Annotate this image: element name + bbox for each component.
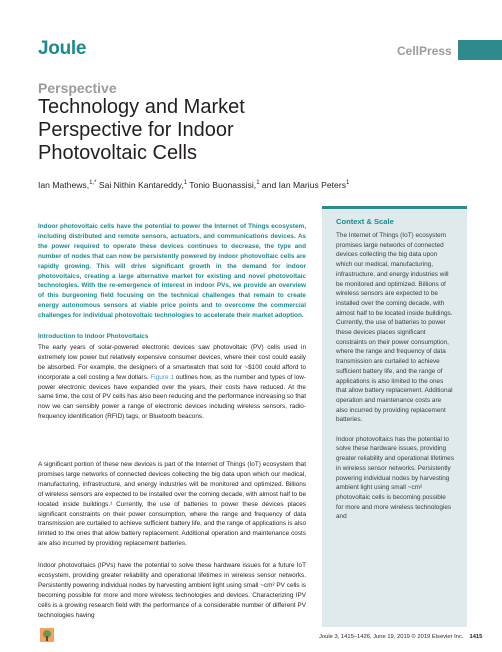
author-affiliation: 1,* [89,180,97,187]
sidebar-paragraph: Indoor photovoltaics has the potential to solve these hardware issues, providing greater reliability and operational lifetimes in wireless sensor networks. Persistently powering individual nodes by harvesting ambient light using small ~cm² photovoltaic cells is becoming possible for more and more wireless technologies and [336,435,454,521]
author-name[interactable]: Ian Mathews, [38,180,90,190]
author-name[interactable]: Sai Nithin Kantareddy, [98,180,184,190]
section-heading: Introduction to Indoor Photovoltaics [38,333,149,340]
abstract: Indoor photovoltaic cells have the potential to power the Internet of Things ecosystem, including distributed and remote sensors, actuators, and communications devices. As the power required to operate these devices continues to decrease, the type and number of nodes that can now be persistently powered by indoor photovoltaic cells are rapidly growing. This will drive significant growth in the demand for indoor photovoltaics, creating a large alternative market for existing and novel photovoltaic technologies. With the re-emergence of interest in indoor PVs, we provide an overview of this burgeoning field focusing on the technical challenges that remain to create energy autonomous sensors at viable price points and to overcome the commercial challenges for individual photovoltaic technologies to accelerate their market adoption. [38,223,306,320]
context-scale-box [322,206,467,627]
article-type: Perspective [38,80,117,96]
publisher-logo [397,44,452,58]
intro-section [38,332,306,422]
author-affiliation: 1 [256,180,260,187]
citation: Joule 3, 1415–1426, June 19, 2019 © 2019 Elsevier Inc. [319,634,464,640]
journal-name: Joule [38,38,87,59]
author-list [38,180,349,190]
body-paragraph: Indoor photovoltaics (IPVs) have the potential to solve these hardware issues for a future IoT ecosystem, providing greater reliability and operational lifetimes in wireless sensor networks. Persistently powering individual nodes by harvesting ambient light using small ~cm² PV cells is becoming possible for more and more wireless technologies and devices. Characterizing IPV cells is a growing research field with the performance of a considerable number of different PV technologies having [38,562,306,619]
header-accent-tab [458,40,502,60]
article-title: Technology and Market Perspective for Indoor Photovoltaic Cells [38,96,245,164]
page-number: 1415 [469,634,483,640]
elsevier-tree-icon [40,628,54,642]
paragraph-text: The early years of solar-powered electronic devices saw photovoltaic (PV) cells used in extremely low power but relatively expensive consumer devices, where their cost could easily be absorbed. For example, the designers of a smartwatch that sold for ~$100 could afford to incorporate a cell costing a few dollars. [38,343,306,381]
figure-link[interactable]: Figure 1 [150,373,174,381]
publisher-suffix: Press [419,44,452,58]
author-affiliation: 1 [183,180,188,187]
author-name[interactable]: Tonio Buonassisi, [189,180,257,190]
paragraph-text: outlines how, as the number and types of low-power electronic devices have expanded over the years, their costs have reduced. At the same time, the cost of PV cells has also been reducing and the performance increasing so that now we can sensibly power a range of electronic devices including wireless sensors, radio-frequency identification (RFID) tags, or Bluetooth beacons. [38,373,307,421]
sidebar-heading: Context & Scale [336,217,394,226]
page-footer [319,634,482,640]
author-name[interactable]: and Ian Marius Peters [261,180,346,190]
sidebar-body [336,231,454,532]
author-affiliation: 1 [346,180,350,187]
publisher-prefix: Cell [397,44,420,58]
body-paragraph: A significant portion of these new devices is part of the Internet of Things (IoT) ecosystem that promises large networks of connected devices collecting the big data upon which our medical, manufacturing, infrastructure, and energy industries will be monitored and optimized. Billions of wireless sensors are expected to be installed over the coming decade, with almost half to be located inside buildings.¹ Currently, the use of batteries to power these devices places significant constraints on their power consumption, where the range and frequency of data transmission are curtailed to achieve sufficient battery life, and the range of applications is also limited to the ones that allow battery replacement. Additional operation and maintenance costs are also incurred by providing replacement batteries. [38,461,306,548]
sidebar-paragraph: The Internet of Things (IoT) ecosystem promises large networks of connected devices collecting the big data upon which our medical, manufacturing, infrastructure, and energy industries will be monitored and optimized. Billions of wireless sensors are expected to be installed over the coming decade, with almost half to be located inside buildings. Currently, the use of batteries to power these devices places significant constraints on their power consumption, where the range and frequency of data transmission are curtailed to achieve sufficient battery life, and the range of applications is also limited to the ones that allow battery replacement. Additional operation and maintenance costs are also incurred by providing replacement batteries. [336,232,453,424]
body-paragraph [38,343,306,422]
